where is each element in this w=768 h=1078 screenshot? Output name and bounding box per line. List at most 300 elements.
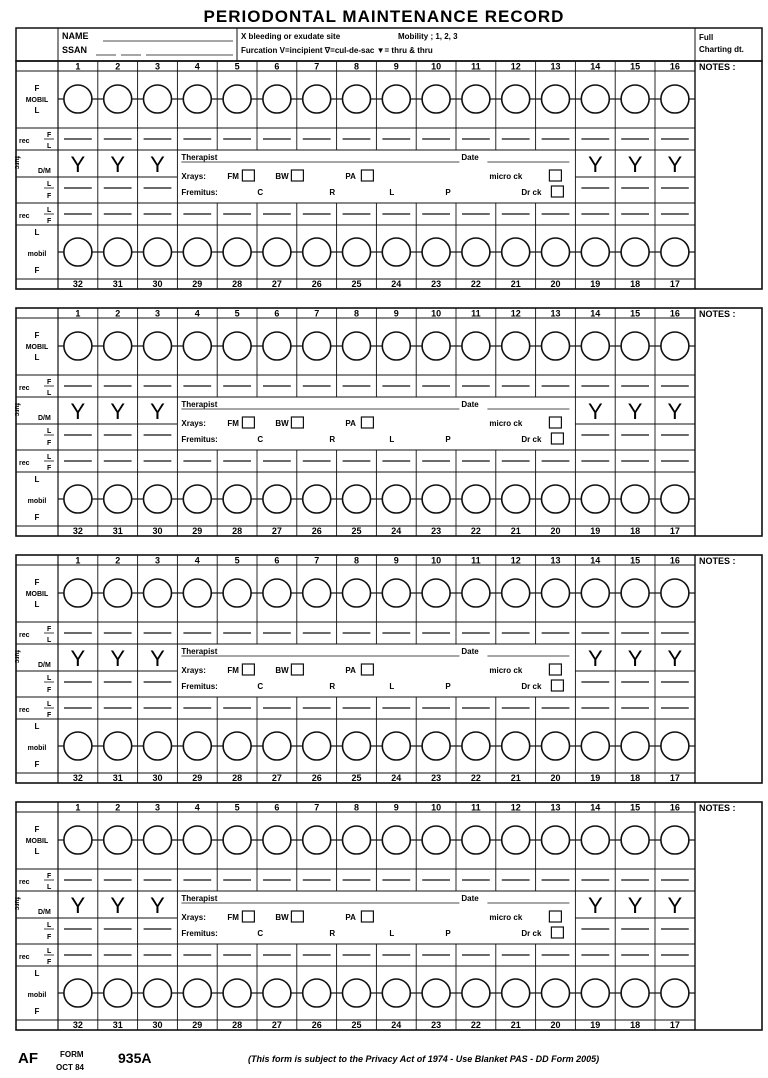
label-frac-top: F xyxy=(47,379,52,386)
fm-checkbox[interactable] xyxy=(242,417,254,428)
mobility-circle[interactable] xyxy=(343,238,371,266)
tooth-number: 4 xyxy=(194,61,200,72)
label-furc: furc xyxy=(13,897,20,911)
tooth-number: 1 xyxy=(75,308,81,319)
fm-label: FM xyxy=(227,419,239,428)
fm-checkbox[interactable] xyxy=(242,170,254,181)
tooth-number: 13 xyxy=(550,802,561,813)
mobility-circle[interactable] xyxy=(303,85,331,113)
mobility-circle[interactable] xyxy=(661,826,689,854)
tooth-number: 20 xyxy=(550,773,561,783)
mobility-circle[interactable] xyxy=(64,579,92,607)
mobility-circle[interactable] xyxy=(462,979,490,1007)
mobility-circle[interactable] xyxy=(462,579,490,607)
micro-ck-checkbox[interactable] xyxy=(549,417,561,428)
label-mobil: mobil xyxy=(27,251,47,258)
label-furc: furc xyxy=(13,650,20,664)
mobility-circle[interactable] xyxy=(343,85,371,113)
therapist-label: Therapist xyxy=(181,894,218,903)
mobility-circle[interactable] xyxy=(661,332,689,360)
mobility-circle[interactable] xyxy=(462,238,490,266)
mobility-circle[interactable] xyxy=(343,826,371,854)
mobility-circle[interactable] xyxy=(303,238,331,266)
tooth-number: 3 xyxy=(154,61,161,72)
fremitus-l: L xyxy=(389,929,395,938)
fm-checkbox[interactable] xyxy=(242,664,254,675)
mobility-circle[interactable] xyxy=(183,485,211,513)
mobility-circle[interactable] xyxy=(64,732,92,760)
mobility-circle[interactable] xyxy=(144,485,172,513)
mobility-circle[interactable] xyxy=(621,332,649,360)
mobility-circle[interactable] xyxy=(661,732,689,760)
tooth-number: 32 xyxy=(72,279,83,289)
mobility-circle[interactable] xyxy=(263,332,291,360)
mobility-circle[interactable] xyxy=(621,979,649,1007)
tooth-number: 23 xyxy=(431,526,442,536)
date-label: Date xyxy=(461,647,479,656)
fremitus-p: P xyxy=(445,435,451,444)
label-furc: furc xyxy=(13,156,20,170)
mobility-circle[interactable] xyxy=(422,979,450,1007)
mobility-circle[interactable] xyxy=(621,732,649,760)
pa-checkbox[interactable] xyxy=(361,170,373,181)
mobility-circle[interactable] xyxy=(223,238,251,266)
mobility-circle[interactable] xyxy=(661,85,689,113)
mobility-circle[interactable] xyxy=(144,826,172,854)
mobility-circle[interactable] xyxy=(382,979,410,1007)
micro-ck-checkbox[interactable] xyxy=(549,170,561,181)
mobility-circle[interactable] xyxy=(183,579,211,607)
tooth-number: 29 xyxy=(192,1020,203,1030)
fremitus-label: Fremitus: xyxy=(181,929,218,938)
mobility-circle[interactable] xyxy=(621,579,649,607)
tooth-number: 12 xyxy=(510,555,521,566)
mobility-circle[interactable] xyxy=(542,579,570,607)
mobility-circle[interactable] xyxy=(104,579,132,607)
mobility-circle[interactable] xyxy=(542,732,570,760)
mobility-circle[interactable] xyxy=(502,826,530,854)
tooth-number: 14 xyxy=(590,308,601,319)
mobility-circle[interactable] xyxy=(422,332,450,360)
mobility-circle[interactable] xyxy=(661,579,689,607)
mobility-circle[interactable] xyxy=(581,85,609,113)
mobility-circle[interactable] xyxy=(144,732,172,760)
bw-checkbox[interactable] xyxy=(291,664,303,675)
furcation-symbol: Y xyxy=(150,152,165,177)
tooth-number: 19 xyxy=(590,1020,601,1030)
notes-label: NOTES : xyxy=(699,309,736,319)
fm-label: FM xyxy=(227,913,239,922)
mobility-circle[interactable] xyxy=(144,238,172,266)
mobility-circle[interactable] xyxy=(422,579,450,607)
tooth-number: 20 xyxy=(550,526,561,536)
xrays-label: Xrays: xyxy=(181,666,206,675)
mobility-circle[interactable] xyxy=(502,979,530,1007)
tooth-number: 23 xyxy=(431,773,442,783)
furcation-symbol: Y xyxy=(627,646,643,671)
furcation-symbol: Y xyxy=(667,646,683,671)
mobility-circle[interactable] xyxy=(263,85,291,113)
tooth-number: 26 xyxy=(311,279,322,289)
label-f: F xyxy=(34,84,40,93)
tooth-number: 20 xyxy=(550,1020,561,1030)
mobility-circle[interactable] xyxy=(303,579,331,607)
tooth-number: 21 xyxy=(510,279,521,289)
label-frac-bot: L xyxy=(47,884,52,891)
dr-ck-checkbox[interactable] xyxy=(551,186,563,197)
mobility-circle[interactable] xyxy=(343,485,371,513)
mobility-circle[interactable] xyxy=(64,826,92,854)
label-l: L xyxy=(34,722,40,731)
label-frac-top: L xyxy=(47,181,52,188)
furcation-symbol: Y xyxy=(150,399,165,424)
mobility-circle[interactable] xyxy=(303,485,331,513)
mobility-circle[interactable] xyxy=(382,732,410,760)
mobility-circle[interactable] xyxy=(104,826,132,854)
mobility-circle[interactable] xyxy=(422,732,450,760)
mobility-circle[interactable] xyxy=(104,332,132,360)
label-mobil: MOBIL xyxy=(25,838,49,845)
furcation-symbol: Y xyxy=(587,399,603,424)
label-frac-top: L xyxy=(47,675,52,682)
label-rec: rec xyxy=(19,707,30,714)
mobility-circle[interactable] xyxy=(64,485,92,513)
fremitus-r: R xyxy=(329,682,336,691)
dr-ck-label: Dr ck xyxy=(521,929,542,938)
footer-af: AF xyxy=(18,1050,38,1067)
mobility-circle[interactable] xyxy=(303,826,331,854)
label-frac-bot: L xyxy=(47,143,52,150)
tooth-number: 21 xyxy=(510,773,521,783)
tooth-number: 26 xyxy=(311,526,322,536)
micro-ck-label: micro ck xyxy=(489,913,523,922)
mobility-circle[interactable] xyxy=(303,732,331,760)
tooth-number: 1 xyxy=(75,61,81,72)
mobility-circle[interactable] xyxy=(542,85,570,113)
tooth-number: 16 xyxy=(669,61,680,72)
mobility-circle[interactable] xyxy=(462,332,490,360)
tooth-number: 11 xyxy=(471,308,481,319)
mobility-circle[interactable] xyxy=(542,979,570,1007)
fremitus-c: C xyxy=(257,435,264,444)
mobility-circle[interactable] xyxy=(542,826,570,854)
tooth-number: 9 xyxy=(393,555,399,566)
mobility-circle[interactable] xyxy=(263,238,291,266)
label-frac-top: L xyxy=(47,922,52,929)
mobility-circle[interactable] xyxy=(621,826,649,854)
mobility-circle[interactable] xyxy=(661,238,689,266)
tooth-number: 11 xyxy=(471,802,481,813)
mobility-circle[interactable] xyxy=(64,238,92,266)
mobility-circle[interactable] xyxy=(502,238,530,266)
pa-checkbox[interactable] xyxy=(361,417,373,428)
label-mobil: MOBIL xyxy=(25,344,49,351)
label-frac-bot: F xyxy=(47,218,52,225)
tooth-number: 30 xyxy=(152,279,163,289)
furcation-symbol: Y xyxy=(627,893,643,918)
furcation-symbol: Y xyxy=(627,399,643,424)
label-frac-top: F xyxy=(47,626,52,633)
fm-label: FM xyxy=(227,172,239,181)
tooth-number: 10 xyxy=(431,308,442,319)
fremitus-r: R xyxy=(329,929,336,938)
mobility-circle[interactable] xyxy=(462,85,490,113)
xrays-label: Xrays: xyxy=(181,419,206,428)
mobility-circle[interactable] xyxy=(144,332,172,360)
fremitus-label: Fremitus: xyxy=(181,435,218,444)
furcation-symbol: Y xyxy=(667,399,683,424)
mobility-circle[interactable] xyxy=(104,85,132,113)
mobility-circle[interactable] xyxy=(581,485,609,513)
mobility-circle[interactable] xyxy=(263,485,291,513)
mobility-circle[interactable] xyxy=(223,485,251,513)
fm-checkbox[interactable] xyxy=(242,911,254,922)
mobility-circle[interactable] xyxy=(661,979,689,1007)
tooth-number: 2 xyxy=(115,802,121,813)
label-mobil: mobil xyxy=(27,745,47,752)
label-rec: rec xyxy=(19,954,30,961)
mobility-circle[interactable] xyxy=(223,332,251,360)
xrays-label: Xrays: xyxy=(181,913,206,922)
tooth-number: 15 xyxy=(630,308,641,319)
dr-ck-label: Dr ck xyxy=(521,188,542,197)
label-mobil: mobil xyxy=(27,498,47,505)
mobility-circle[interactable] xyxy=(502,485,530,513)
tooth-number: 5 xyxy=(234,802,240,813)
tooth-number: 18 xyxy=(630,279,641,289)
pa-checkbox[interactable] xyxy=(361,664,373,675)
mobility-circle[interactable] xyxy=(343,732,371,760)
mobility-circle[interactable] xyxy=(422,85,450,113)
mobility-circle[interactable] xyxy=(104,979,132,1007)
footer-form-number: 935A xyxy=(118,1050,152,1066)
label-l: L xyxy=(34,969,40,978)
therapist-label: Therapist xyxy=(181,400,218,409)
tooth-number: 22 xyxy=(470,1020,481,1030)
tooth-number: 27 xyxy=(271,1020,282,1030)
label-l: L xyxy=(34,106,40,115)
mobility-circle[interactable] xyxy=(462,485,490,513)
mobility-circle[interactable] xyxy=(263,732,291,760)
tooth-number: 25 xyxy=(351,279,362,289)
mobility-circle[interactable] xyxy=(462,732,490,760)
therapist-label: Therapist xyxy=(181,153,218,162)
label-frac-top: F xyxy=(47,132,52,139)
mobility-circle[interactable] xyxy=(382,85,410,113)
label-frac-top: L xyxy=(47,454,52,461)
mobility-circle[interactable] xyxy=(183,238,211,266)
mobility-circle[interactable] xyxy=(183,332,211,360)
mobility-circle[interactable] xyxy=(343,332,371,360)
mobility-circle[interactable] xyxy=(422,826,450,854)
mobility-circle[interactable] xyxy=(621,238,649,266)
tooth-number: 11 xyxy=(471,61,481,72)
tooth-number: 25 xyxy=(351,773,362,783)
mobility-circle[interactable] xyxy=(64,85,92,113)
mobility-circle[interactable] xyxy=(223,826,251,854)
mobility-circle[interactable] xyxy=(621,485,649,513)
mobility-circle[interactable] xyxy=(502,332,530,360)
micro-ck-label: micro ck xyxy=(489,419,523,428)
tooth-number: 31 xyxy=(112,773,123,783)
label-frac-top: L xyxy=(47,207,52,214)
label-frac-bot: F xyxy=(47,440,52,447)
mobility-circle[interactable] xyxy=(502,732,530,760)
tooth-number: 3 xyxy=(154,308,161,319)
fremitus-c: C xyxy=(257,929,264,938)
mobility-circle[interactable] xyxy=(263,826,291,854)
tooth-number: 22 xyxy=(470,773,481,783)
name-label: NAME xyxy=(62,31,89,41)
mobility-circle[interactable] xyxy=(581,826,609,854)
label-frac-bot: F xyxy=(47,193,52,200)
mobility-circle[interactable] xyxy=(581,238,609,266)
bw-checkbox[interactable] xyxy=(291,911,303,922)
block-frame xyxy=(16,802,762,1030)
dr-ck-checkbox[interactable] xyxy=(551,433,563,444)
bw-checkbox[interactable] xyxy=(291,417,303,428)
label-mobil: MOBIL xyxy=(25,97,49,104)
label-f: F xyxy=(34,1007,40,1016)
furcation-symbol: Y xyxy=(150,646,165,671)
mobility-circle[interactable] xyxy=(542,332,570,360)
tooth-number: 9 xyxy=(393,802,399,813)
chart-block xyxy=(13,308,762,536)
tooth-number: 28 xyxy=(232,1020,243,1030)
tooth-number: 24 xyxy=(391,279,402,289)
mobility-circle[interactable] xyxy=(502,85,530,113)
tooth-number: 17 xyxy=(669,279,680,289)
mobility-circle[interactable] xyxy=(223,85,251,113)
mobility-circle[interactable] xyxy=(343,979,371,1007)
tooth-number: 23 xyxy=(431,1020,442,1030)
tooth-number: 3 xyxy=(154,555,161,566)
furcation-symbol: Y xyxy=(70,152,86,177)
mobility-circle[interactable] xyxy=(581,732,609,760)
tooth-number: 10 xyxy=(431,555,442,566)
footer-form-date: OCT 84 xyxy=(56,1063,85,1072)
label-f: F xyxy=(34,825,40,834)
mobility-circle[interactable] xyxy=(183,826,211,854)
tooth-number: 14 xyxy=(590,802,601,813)
tooth-number: 2 xyxy=(115,555,121,566)
mobility-circle[interactable] xyxy=(104,485,132,513)
fremitus-label: Fremitus: xyxy=(181,188,218,197)
mobility-circle[interactable] xyxy=(581,332,609,360)
fremitus-r: R xyxy=(329,435,336,444)
mobility-circle[interactable] xyxy=(422,238,450,266)
label-mobil: mobil xyxy=(27,992,47,999)
notes-label: NOTES : xyxy=(699,62,736,72)
mobility-circle[interactable] xyxy=(343,579,371,607)
bw-label: BW xyxy=(275,419,289,428)
mobility-circle[interactable] xyxy=(64,979,92,1007)
mobility-circle[interactable] xyxy=(183,732,211,760)
mobility-circle[interactable] xyxy=(581,979,609,1007)
mobility-circle[interactable] xyxy=(581,579,609,607)
tooth-number: 6 xyxy=(274,555,280,566)
header xyxy=(16,28,762,61)
tooth-number: 20 xyxy=(550,279,561,289)
mobility-circle[interactable] xyxy=(183,979,211,1007)
mobility-circle[interactable] xyxy=(144,979,172,1007)
mobility-circle[interactable] xyxy=(621,85,649,113)
mobility-circle[interactable] xyxy=(502,579,530,607)
dr-ck-checkbox[interactable] xyxy=(551,927,563,938)
tooth-number: 15 xyxy=(630,802,641,813)
block-frame xyxy=(16,308,762,536)
mobility-circle[interactable] xyxy=(104,238,132,266)
fremitus-c: C xyxy=(257,682,264,691)
label-dm: D/M xyxy=(38,909,51,916)
mobility-circle[interactable] xyxy=(223,732,251,760)
mobility-circle[interactable] xyxy=(303,332,331,360)
label-frac-bot: F xyxy=(47,465,52,472)
tooth-number: 30 xyxy=(152,1020,163,1030)
tooth-number: 22 xyxy=(470,526,481,536)
mobility-circle[interactable] xyxy=(223,579,251,607)
mobility-circle[interactable] xyxy=(223,979,251,1007)
mobility-circle[interactable] xyxy=(542,485,570,513)
mobility-circle[interactable] xyxy=(422,485,450,513)
tooth-number: 5 xyxy=(234,308,240,319)
tooth-number: 12 xyxy=(510,802,521,813)
mobility-circle[interactable] xyxy=(661,485,689,513)
legend-furcation: Furcation V=incipient ∇=cul-de-sac ▼= thru & thru xyxy=(241,46,433,55)
mobility-circle[interactable] xyxy=(183,85,211,113)
label-f: F xyxy=(34,760,40,769)
legend-bleeding: X bleeding or exudate site xyxy=(241,32,341,41)
tooth-number: 29 xyxy=(192,773,203,783)
mobility-circle[interactable] xyxy=(104,732,132,760)
mobility-circle[interactable] xyxy=(542,238,570,266)
mobility-circle[interactable] xyxy=(144,85,172,113)
pa-checkbox[interactable] xyxy=(361,911,373,922)
mobility-circle[interactable] xyxy=(263,979,291,1007)
mobility-circle[interactable] xyxy=(382,826,410,854)
label-l: L xyxy=(34,475,40,484)
fm-label: FM xyxy=(227,666,239,675)
dr-ck-checkbox[interactable] xyxy=(551,680,563,691)
label-rec: rec xyxy=(19,879,30,886)
mobility-circle[interactable] xyxy=(382,238,410,266)
furcation-symbol: Y xyxy=(587,152,603,177)
mobility-circle[interactable] xyxy=(303,979,331,1007)
tooth-number: 31 xyxy=(112,1020,123,1030)
tooth-number: 31 xyxy=(112,279,123,289)
mobility-circle[interactable] xyxy=(382,579,410,607)
mobility-circle[interactable] xyxy=(462,826,490,854)
tooth-number: 31 xyxy=(112,526,123,536)
furcation-symbol: Y xyxy=(150,893,165,918)
micro-ck-checkbox[interactable] xyxy=(549,911,561,922)
footer-privacy-note: (This form is subject to the Privacy Act of 1974 - Use Blanket PAS - DD Form 2005) xyxy=(248,1054,600,1064)
label-l: L xyxy=(34,600,40,609)
furcation-symbol: Y xyxy=(70,893,86,918)
mobility-circle[interactable] xyxy=(382,485,410,513)
mobility-circle[interactable] xyxy=(263,579,291,607)
tooth-number: 3 xyxy=(154,802,161,813)
tooth-number: 7 xyxy=(314,802,320,813)
mobility-circle[interactable] xyxy=(64,332,92,360)
mobility-circle[interactable] xyxy=(382,332,410,360)
micro-ck-checkbox[interactable] xyxy=(549,664,561,675)
full-charting-line2: Charting dt. xyxy=(699,45,744,54)
bw-checkbox[interactable] xyxy=(291,170,303,181)
furcation-symbol: Y xyxy=(110,646,126,671)
mobility-circle[interactable] xyxy=(144,579,172,607)
tooth-number: 7 xyxy=(314,555,320,566)
